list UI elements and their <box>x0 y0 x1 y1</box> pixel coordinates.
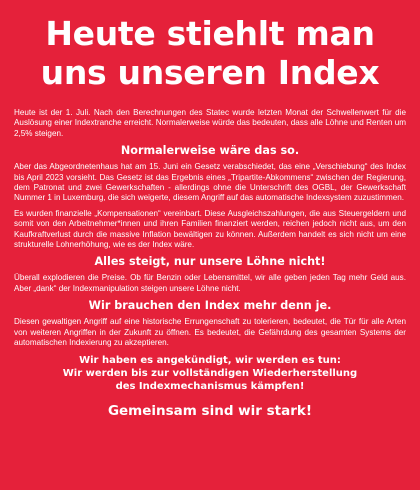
closing-slogan: Gemeinsam sind wir stark! <box>107 402 313 419</box>
section-heading-prices: Alles steigt, nur unsere Löhne nicht! <box>94 255 326 269</box>
section1-paragraph-1: Aber das Abgeordnetenhaus hat am 15. Juni ein Gesetz verabschiedet, das eine „Verschiebung“ des Index bis April 2023 vorsieht. Das Gesetz ist das Ergebnis eines „Tripartite-Abkommens“ zwischen der Regierung, dem Patronat und zwei Gewerkschaften - allerdings ohne die Unterschrift des OGBL, der Gewerkschaft Nummer 1 in Luxemburg, die sich weigerte, diesem Angriff auf das automatische Indexsystem zuzustimmen. <box>14 162 406 203</box>
intro-paragraph: Heute ist der 1. Juli. Nach den Berechnungen des Statec wurde letzten Monat der Schwellenwert für die Auslösung einer Indextranche erreicht. Normalerweise würde das bedeuten, dass alle Löhne und Renten um 2,5% steigen. <box>14 108 406 138</box>
headline-line-1: Heute stiehlt man <box>45 14 375 53</box>
headline-line-2: uns unseren Index <box>40 53 380 92</box>
section2-paragraph: Überall explodieren die Preise. Ob für Benzin oder Lebensmittel, wir alle geben jeden Tag mehr Geld aus. Aber „dank“ der Indexmanipulation steigen unsere Löhne nicht. <box>14 273 406 293</box>
call-line-3: des Indexmechanismus kämpfen! <box>115 380 305 392</box>
call-line-1: Wir haben es angekündigt, wir werden es tun: <box>79 354 341 366</box>
section-heading-normal: Normalerweise wäre das so. <box>120 144 300 158</box>
section3-paragraph: Diesen gewaltigen Angriff auf eine historische Errungenschaft zu tolerieren, bedeutet, die Tür für alle Arten von weiteren Angriffen in der Zukunft zu öffnen. Es bedeutet, die Gefährdung des gesamten Systems der automatischen Indexierung zu akzeptieren. <box>14 317 406 348</box>
headline <box>14 14 406 92</box>
section1-paragraph-2: Es wurden finanzielle „Kompensationen“ vereinbart. Diese Ausgleichszahlungen, die aus Steuergeldern und somit von den Arbeitnehmer*innen und ihren Familien finanziert werden, reichen jedoch nicht aus, um den Kaufkraftverlust durch die massive Inflation bewältigen zu können. Außerdem handelt es sich nicht um eine strukturelle Lohnerhöhung, wie es der Index wäre. <box>14 208 406 250</box>
call-to-action <box>14 354 406 393</box>
call-line-2: Wir werden bis zur vollständigen Wiederherstellung <box>62 367 358 379</box>
section-heading-index: Wir brauchen den Index mehr denn je. <box>88 299 332 313</box>
